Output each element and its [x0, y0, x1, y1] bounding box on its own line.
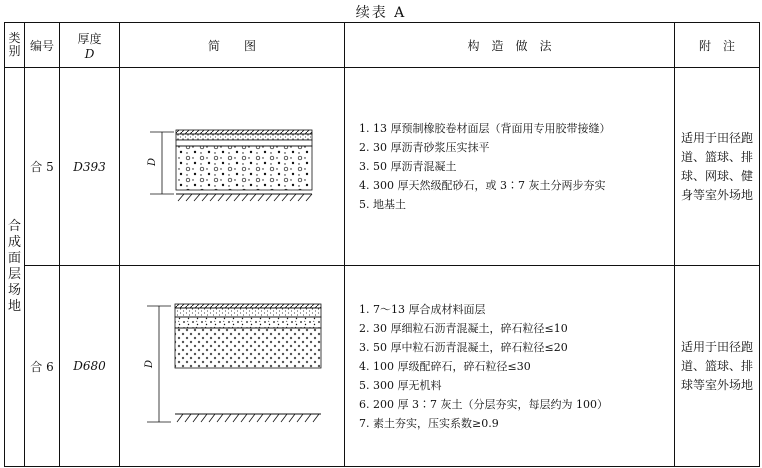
method-item: 1. 7～13 厚合成材料面层 — [359, 302, 486, 316]
header-row — [5, 23, 760, 68]
method-item: 2. 30 厚细粒石沥青混凝土，碎石粒径≤10 — [359, 321, 568, 335]
method-item: 1. 13 厚预制橡胶卷材面层（背面用专用胶带接缝） — [359, 122, 611, 135]
row-thickness: D680 — [60, 266, 120, 467]
diagram-label: D — [144, 359, 155, 368]
header-thickness: 厚度 D — [60, 23, 120, 68]
method-item: 2. 30 厚沥青砂浆压实抹平 — [359, 141, 490, 154]
table-row — [5, 68, 760, 266]
row-note: 适用于田径跑道、篮球、排球、网球、健身等室外场地 — [675, 68, 760, 266]
layer-diagram-he5 — [142, 122, 322, 212]
header-note: 附 注 — [675, 23, 760, 68]
row-diagram — [120, 68, 345, 266]
layer-diagram-he6 — [137, 296, 327, 436]
row-number: 合 5 — [25, 68, 60, 266]
method-item: 7. 素土夯实，压实系数≥0.9 — [359, 416, 499, 430]
diagram-label: D — [147, 157, 158, 166]
row-method — [345, 68, 675, 266]
row-note: 适用于田径跑道、篮球、排球等室外场地 — [675, 266, 760, 467]
table-title: 续表 A — [355, 5, 407, 21]
method-item: 3. 50 厚中粒石沥青混凝土，碎石粒径≤20 — [359, 340, 568, 354]
row-method — [345, 266, 675, 467]
method-item: 3. 50 厚沥青混凝土 — [359, 160, 457, 173]
row-diagram — [120, 266, 345, 467]
header-method: 构 造 做 法 — [345, 23, 675, 68]
method-item: 4. 100 厚级配碎石，碎石粒径≤30 — [359, 359, 531, 373]
method-item: 5. 300 厚无机料 — [359, 378, 442, 392]
category-cell: 合 成 面 层 场 地 — [5, 68, 25, 467]
method-item: 4. 300 厚天然级配砂石，或 3∶7 灰土分两步夯实 — [359, 179, 606, 192]
method-item: 5. 地基土 — [359, 198, 406, 211]
method-item: 6. 200 厚 3∶7 灰土（分层夯实，每层约为 100） — [359, 397, 608, 411]
header-category: 类 别 — [5, 23, 25, 68]
table-row — [5, 266, 760, 467]
header-number: 编号 — [25, 23, 60, 68]
construction-table — [4, 22, 760, 467]
row-number: 合 6 — [25, 266, 60, 467]
row-thickness: D393 — [60, 68, 120, 266]
header-diagram: 简 图 — [120, 23, 345, 68]
